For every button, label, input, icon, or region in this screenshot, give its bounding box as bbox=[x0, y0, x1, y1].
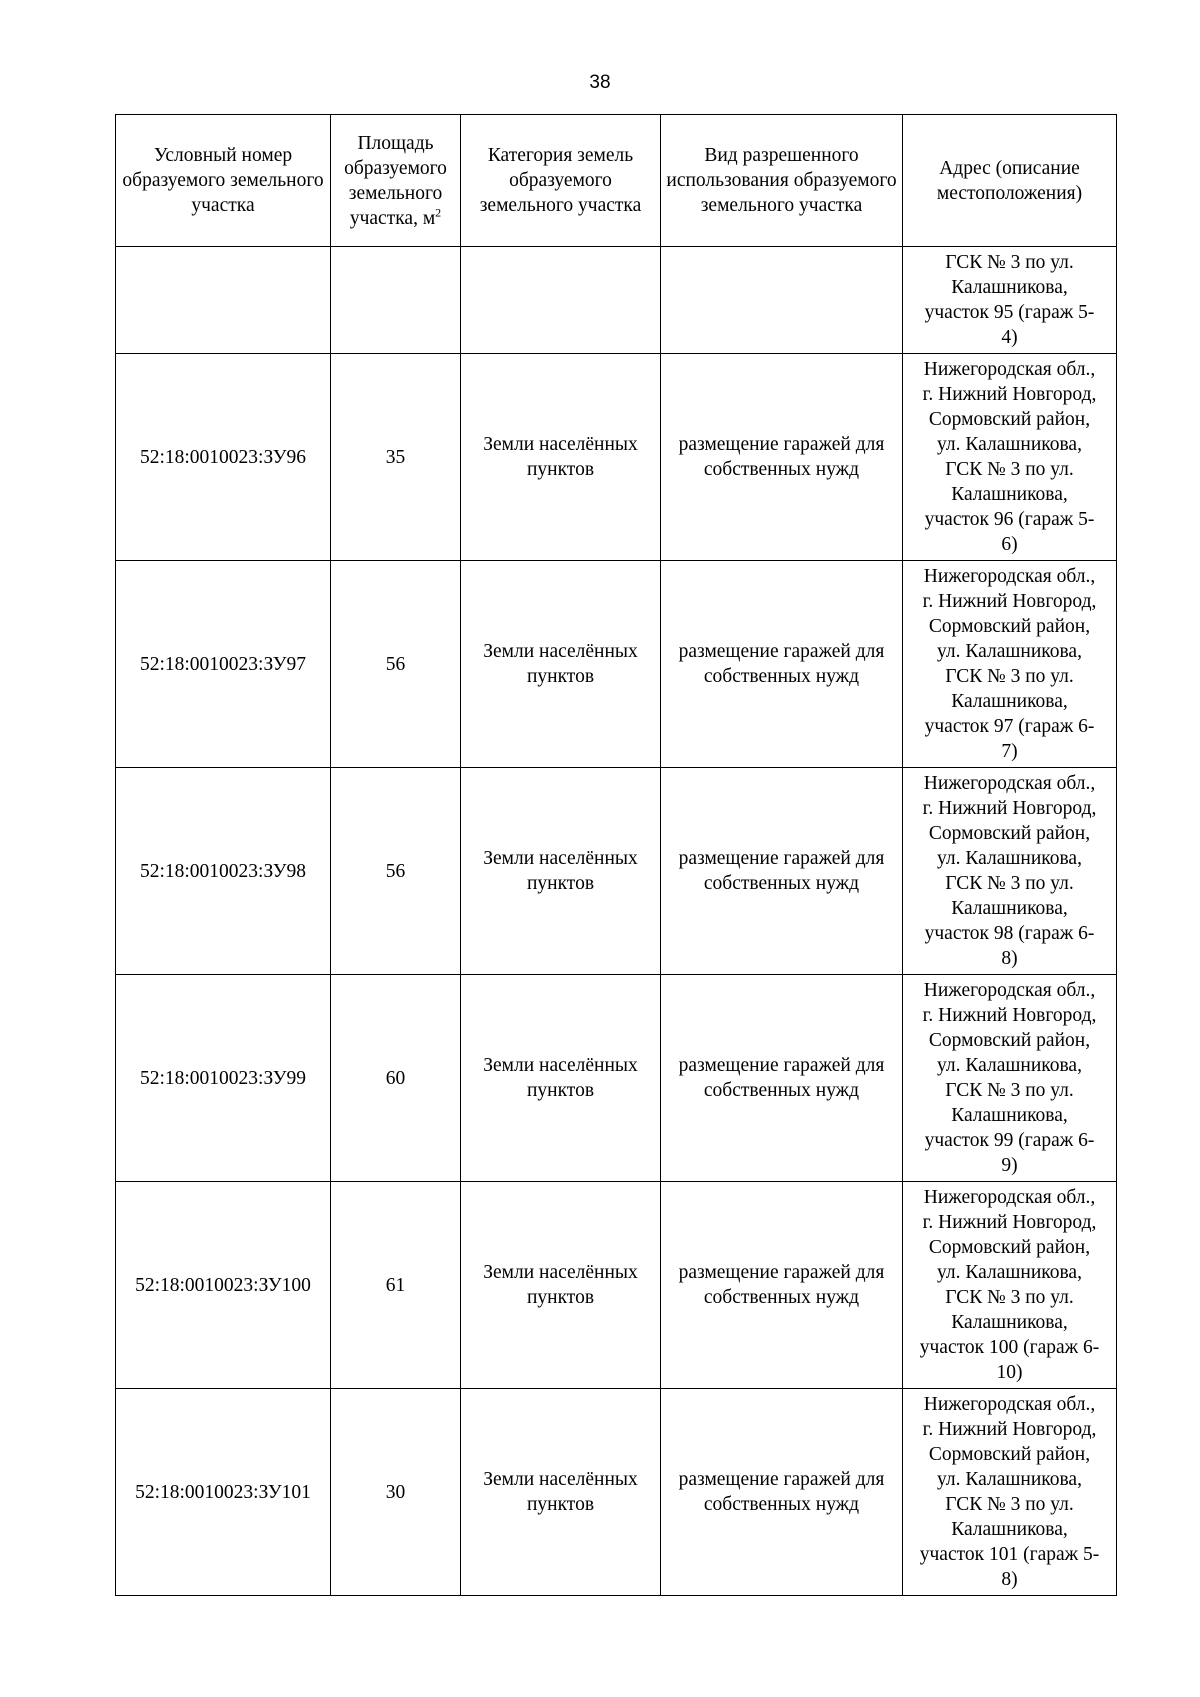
table-row bbox=[116, 975, 1117, 1182]
cell-permitted-use: размещение гаражей для собственных нужд bbox=[661, 354, 903, 561]
header-permitted-use: Вид разрешенного использования образуемого земельного участка bbox=[661, 115, 903, 247]
cell-plot-area: 56 bbox=[331, 768, 461, 975]
cell-address: Нижегородская обл., г. Нижний Новгород, Сормовский район, ул. Калашникова, ГСК № 3 по ул. Калашникова, участок 97 (гараж 6- 7) bbox=[903, 561, 1117, 768]
cell-plot-area: 56 bbox=[331, 561, 461, 768]
cell-address: Нижегородская обл., г. Нижний Новгород, Сормовский район, ул. Калашникова, ГСК № 3 по ул. Калашникова, участок 98 (гараж 6- 8) bbox=[903, 768, 1117, 975]
cell-permitted-use bbox=[661, 247, 903, 354]
cell-address: Нижегородская обл., г. Нижний Новгород, Сормовский район, ул. Калашникова, ГСК № 3 по ул. Калашникова, участок 100 (гараж 6- 10) bbox=[903, 1182, 1117, 1389]
table-row bbox=[116, 561, 1117, 768]
cell-plot-area: 60 bbox=[331, 975, 461, 1182]
cell-address: Нижегородская обл., г. Нижний Новгород, Сормовский район, ул. Калашникова, ГСК № 3 по ул. Калашникова, участок 96 (гараж 5- 6) bbox=[903, 354, 1117, 561]
cell-address: Нижегородская обл., г. Нижний Новгород, Сормовский район, ул. Калашникова, ГСК № 3 по ул. Калашникова, участок 101 (гараж 5- 8) bbox=[903, 1389, 1117, 1596]
table-row bbox=[116, 1182, 1117, 1389]
cell-plot-number bbox=[116, 247, 331, 354]
table-row bbox=[116, 354, 1117, 561]
land-plots-table bbox=[115, 114, 1117, 1596]
cell-permitted-use: размещение гаражей для собственных нужд bbox=[661, 975, 903, 1182]
cell-plot-area bbox=[331, 247, 461, 354]
cell-land-category bbox=[461, 247, 661, 354]
cell-permitted-use: размещение гаражей для собственных нужд bbox=[661, 768, 903, 975]
cell-plot-number: 52:18:0010023:ЗУ97 bbox=[116, 561, 331, 768]
cell-land-category: Земли населённых пунктов bbox=[461, 975, 661, 1182]
cell-permitted-use: размещение гаражей для собственных нужд bbox=[661, 1389, 903, 1596]
table-row-continuation bbox=[116, 247, 1117, 354]
cell-plot-number: 52:18:0010023:ЗУ99 bbox=[116, 975, 331, 1182]
cell-land-category: Земли населённых пунктов bbox=[461, 354, 661, 561]
cell-plot-number: 52:18:0010023:ЗУ96 bbox=[116, 354, 331, 561]
table-row bbox=[116, 768, 1117, 975]
table-row bbox=[116, 1389, 1117, 1596]
header-land-category: Категория земель образуемого земельного участка bbox=[461, 115, 661, 247]
cell-plot-area: 35 bbox=[331, 354, 461, 561]
cell-land-category: Земли населённых пунктов bbox=[461, 1182, 661, 1389]
header-area-superscript: 2 bbox=[435, 205, 442, 219]
cell-plot-number: 52:18:0010023:ЗУ101 bbox=[116, 1389, 331, 1596]
cell-plot-number: 52:18:0010023:ЗУ100 bbox=[116, 1182, 331, 1389]
cell-permitted-use: размещение гаражей для собственных нужд bbox=[661, 561, 903, 768]
cell-plot-number: 52:18:0010023:ЗУ98 bbox=[116, 768, 331, 975]
cell-address: ГСК № 3 по ул. Калашникова, участок 95 (гараж 5- 4) bbox=[903, 247, 1117, 354]
header-address: Адрес (описание местоположения) bbox=[903, 115, 1117, 247]
cell-address: Нижегородская обл., г. Нижний Новгород, Сормовский район, ул. Калашникова, ГСК № 3 по ул. Калашникова, участок 99 (гараж 6- 9) bbox=[903, 975, 1117, 1182]
table-header-row bbox=[116, 115, 1117, 247]
cell-plot-area: 61 bbox=[331, 1182, 461, 1389]
cell-permitted-use: размещение гаражей для собственных нужд bbox=[661, 1182, 903, 1389]
header-plot-area: Площадь образуемого земельного участка, $м^2$ bbox=[331, 115, 461, 247]
cell-land-category: Земли населённых пунктов bbox=[461, 768, 661, 975]
cell-land-category: Земли населённых пунктов bbox=[461, 1389, 661, 1596]
header-plot-number: Условный номер образуемого земельного участка bbox=[116, 115, 331, 247]
page-number: 38 bbox=[589, 72, 611, 93]
cell-plot-area: 30 bbox=[331, 1389, 461, 1596]
cell-land-category: Земли населённых пунктов bbox=[461, 561, 661, 768]
